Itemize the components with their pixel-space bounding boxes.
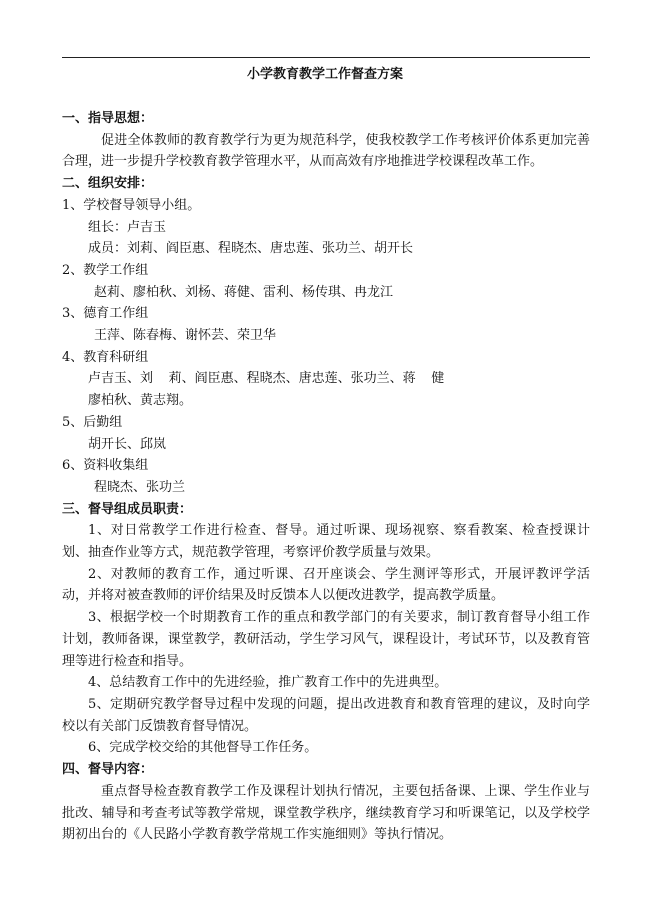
group-label-logistics: 5、后勤组: [62, 414, 123, 430]
header-rule: [62, 57, 590, 58]
group-members-research-line1: [62, 368, 590, 390]
duty-item-4: 4、总结教育工作中的先进经验，推广教育工作中的先进典型。: [88, 675, 448, 691]
document-body: [62, 108, 590, 846]
research-members-part1: 卢吉玉、刘: [88, 371, 154, 387]
document-title: 小学教育教学工作督查方案: [246, 67, 403, 82]
duty-item-3: 3、根据学校一个时期教育工作的重点和教学部门的有关要求，制订教育督导小组工作计划，教师备课，课堂教学，教研活动，学生学习风气，课程设计，考试环节，以及教育管理等进行检查和指导。: [62, 610, 590, 669]
group-label-records: 6、资料收集组: [62, 458, 149, 474]
group-leader: 组长：卢吉玉: [88, 219, 167, 235]
group-members-research-line2: 廖柏秋、黄志翔。: [88, 393, 193, 409]
section-heading-duties: 三、督导组成员职责：: [62, 501, 193, 517]
group-members-records: 程晓杰、张功兰: [94, 479, 186, 495]
duty-item-6: 6、完成学校交给的其他督导工作任务。: [88, 740, 318, 756]
paragraph-content: 重点督导检查教育教学工作及课程计划执行情况，主要包括备课、上课、学生作业与批改、辅导和考查考试等教学常规，课堂教学秩序，继续教育学习和听课笔记，以及学校学期初出台的《人民路小学教育教学常规工作实施细则》等执行情况。: [62, 783, 590, 843]
duty-item-1: 1、对日常教学工作进行检查、督导。通过听课、现场视察、察看教案、检查授课计划、抽查作业等方式，规范教学管理，考察评价教学质量与效果。: [62, 523, 590, 561]
group-label-teaching: 2、教学工作组: [62, 262, 149, 278]
research-members-part2: 莉、阎臣惠、程晓杰、唐忠莲、张功兰、蒋: [168, 371, 416, 387]
section-heading-guiding-thought: 一、指导思想：: [62, 111, 154, 126]
duty-item-5: 5、定期研究教学督导过程中发现的问题，提出改进教育和教育管理的建议，及时向学校以有关部门反馈教育督导情况。: [62, 696, 590, 734]
duty-item-2: 2、对教师的教育工作，通过听课、召开座谈会、学生测评等形式，开展评教评学活动，并将对被查教师的评价结果及时反馈本人以便改进教学，提高教学质量。: [62, 566, 590, 604]
research-members-part3: 健: [431, 371, 445, 387]
paragraph-guiding-thought: 促进全体教师的教育教学行为更为规范科学，使我校教学工作考核评价体系更加完善合理，进一步提升学校教育教学管理水平，从而高效有序地推进学校课程改革工作。: [62, 132, 590, 170]
group-members-teaching: 赵莉、廖柏秋、刘杨、蒋健、雷利、杨传琪、冉龙江: [94, 284, 394, 300]
section-heading-content: 四、督导内容：: [62, 762, 154, 778]
group-label-research: 4、教育科研组: [62, 349, 149, 365]
group-label-leadership: 1、学校督导领导小组。: [62, 197, 201, 213]
group-label-moral: 3、德育工作组: [62, 306, 149, 322]
section-heading-organization: 二、组织安排：: [62, 176, 154, 192]
group-members-leadership: 成员：刘莉、阎臣惠、程晓杰、唐忠莲、张功兰、胡开长: [88, 241, 414, 257]
group-members-moral: 王萍、陈春梅、谢怀芸、荣卫华: [94, 328, 277, 344]
group-members-logistics: 胡开长、邱岚: [88, 436, 167, 452]
